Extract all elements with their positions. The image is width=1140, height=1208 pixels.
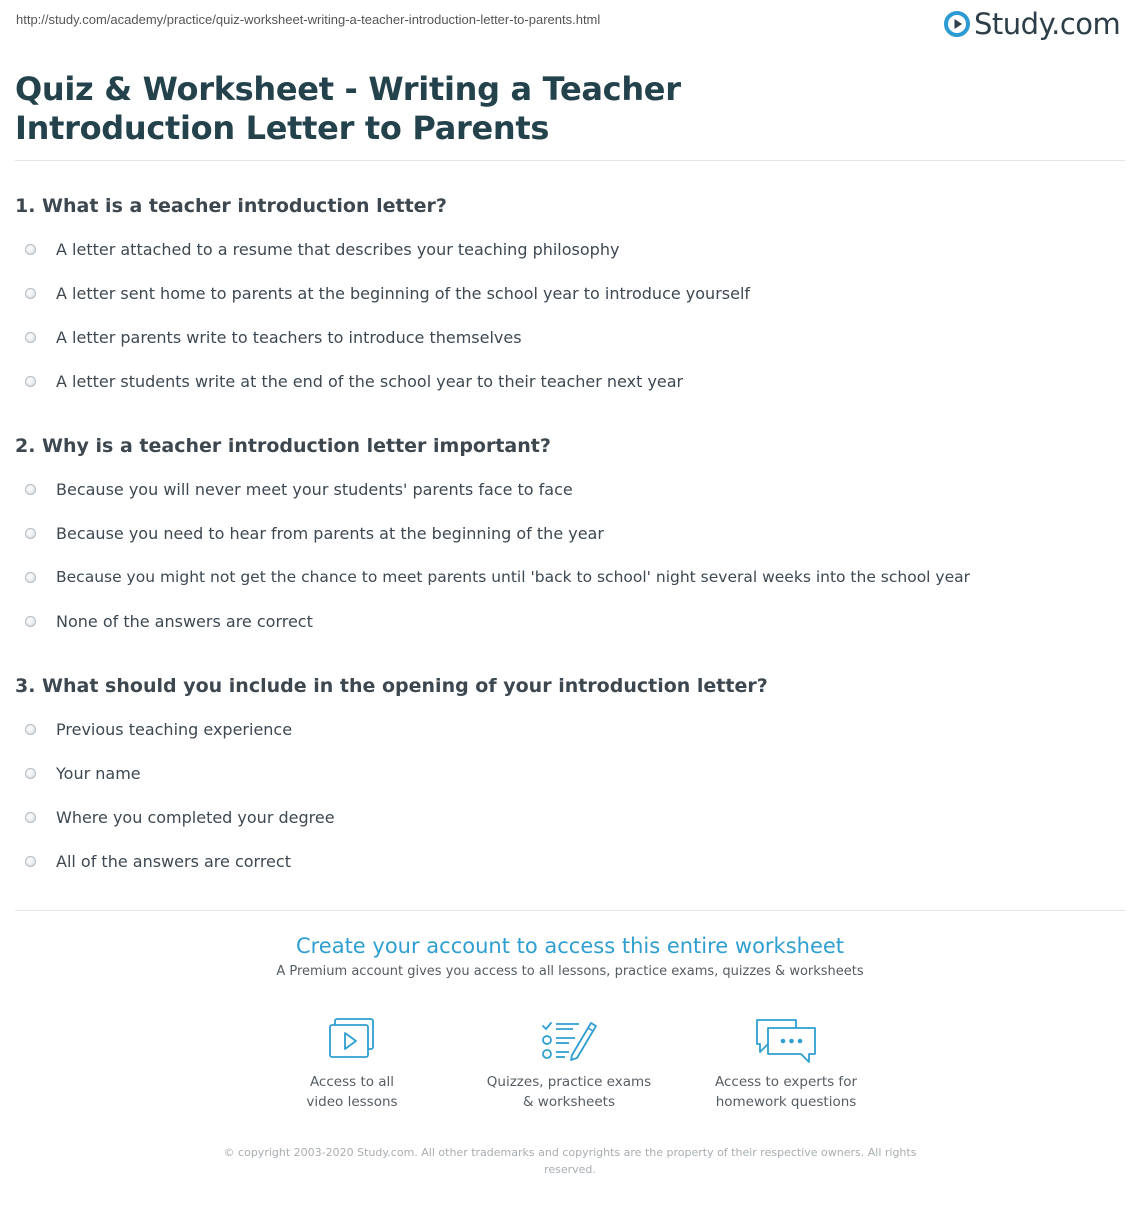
question-1 xyxy=(15,193,1125,391)
answer-label: Where you completed your degree xyxy=(56,807,335,827)
feature-label: Quizzes, practice exams & worksheets xyxy=(486,1074,652,1110)
study-logo[interactable] xyxy=(944,6,1120,42)
copyright-notice: © copyright 2003-2020 Study.com. All other trademarks and copyrights are the property of their respective owners. All rights reserved. xyxy=(223,1146,917,1176)
logo-text: Study.com xyxy=(974,7,1121,41)
feature-experts xyxy=(686,1016,886,1112)
answer-option[interactable] xyxy=(15,369,683,393)
answer-option[interactable] xyxy=(15,281,750,305)
question-3 xyxy=(15,673,1125,871)
answer-label: All of the answers are correct xyxy=(56,851,291,871)
answer-label: A letter students write at the end of the school year to their teacher next year xyxy=(56,371,684,391)
feature-label: Access to experts for homework questions xyxy=(714,1074,857,1110)
create-account-link[interactable]: Create your account to access this entire worksheet xyxy=(295,934,845,958)
question-2 xyxy=(15,433,1125,631)
chat-bubbles-icon xyxy=(754,1016,818,1064)
quiz-checklist-icon xyxy=(539,1017,599,1063)
feature-video-lessons xyxy=(252,1016,452,1112)
answer-option[interactable] xyxy=(15,477,573,501)
radio-icon[interactable] xyxy=(25,244,36,255)
radio-icon[interactable] xyxy=(25,376,36,387)
answer-option[interactable] xyxy=(15,805,335,829)
question-text: 2. Why is a teacher introduction letter important? xyxy=(15,435,551,457)
answer-label: Your name xyxy=(56,763,141,783)
radio-icon[interactable] xyxy=(25,288,36,299)
answer-option[interactable] xyxy=(15,237,619,261)
answer-option[interactable] xyxy=(15,761,141,785)
feature-label: Access to all video lessons xyxy=(306,1074,398,1110)
answer-label: Because you need to hear from parents at the beginning of the year xyxy=(56,523,604,543)
video-lessons-icon xyxy=(326,1017,378,1063)
section-divider xyxy=(15,910,1125,911)
answer-option[interactable] xyxy=(15,565,970,589)
feature-quizzes xyxy=(469,1016,669,1112)
answer-label: A letter attached to a resume that describes your teaching philosophy xyxy=(56,239,620,259)
page-url: http://study.com/academy/practice/quiz-worksheet-writing-a-teacher-introduction-letter-to-parents.html xyxy=(16,12,601,27)
premium-description: A Premium account gives you access to all lessons, practice exams, quizzes & worksheets xyxy=(276,964,864,979)
answer-option[interactable] xyxy=(15,849,291,873)
play-circle-icon xyxy=(944,11,970,37)
answer-option[interactable] xyxy=(15,325,522,349)
answer-option[interactable] xyxy=(15,717,292,741)
answer-option[interactable] xyxy=(15,609,313,633)
radio-icon[interactable] xyxy=(25,528,36,539)
answer-label: Previous teaching experience xyxy=(56,719,293,739)
answer-label: Because you will never meet your students' parents face to face xyxy=(56,479,573,499)
radio-icon[interactable] xyxy=(25,616,36,627)
header-divider xyxy=(15,160,1125,161)
radio-icon[interactable] xyxy=(25,812,36,823)
radio-icon[interactable] xyxy=(25,768,36,779)
radio-icon[interactable] xyxy=(25,332,36,343)
radio-icon[interactable] xyxy=(25,724,36,735)
question-text: 3. What should you include in the opening of your introduction letter? xyxy=(15,675,768,697)
answer-label: A letter parents write to teachers to introduce themselves xyxy=(56,327,522,347)
radio-icon[interactable] xyxy=(25,856,36,867)
answer-label: Because you might not get the chance to meet parents until 'back to school' night several weeks into the school year xyxy=(56,568,971,586)
answer-label: None of the answers are correct xyxy=(56,611,313,631)
radio-icon[interactable] xyxy=(25,572,36,583)
answer-option[interactable] xyxy=(15,521,604,545)
answer-label: A letter sent home to parents at the beginning of the school year to introduce yourself xyxy=(56,283,751,303)
question-text: 1. What is a teacher introduction letter? xyxy=(15,195,447,217)
page-title: Quiz & Worksheet - Writing a Teacher Introduction Letter to Parents xyxy=(15,70,681,147)
radio-icon[interactable] xyxy=(25,484,36,495)
